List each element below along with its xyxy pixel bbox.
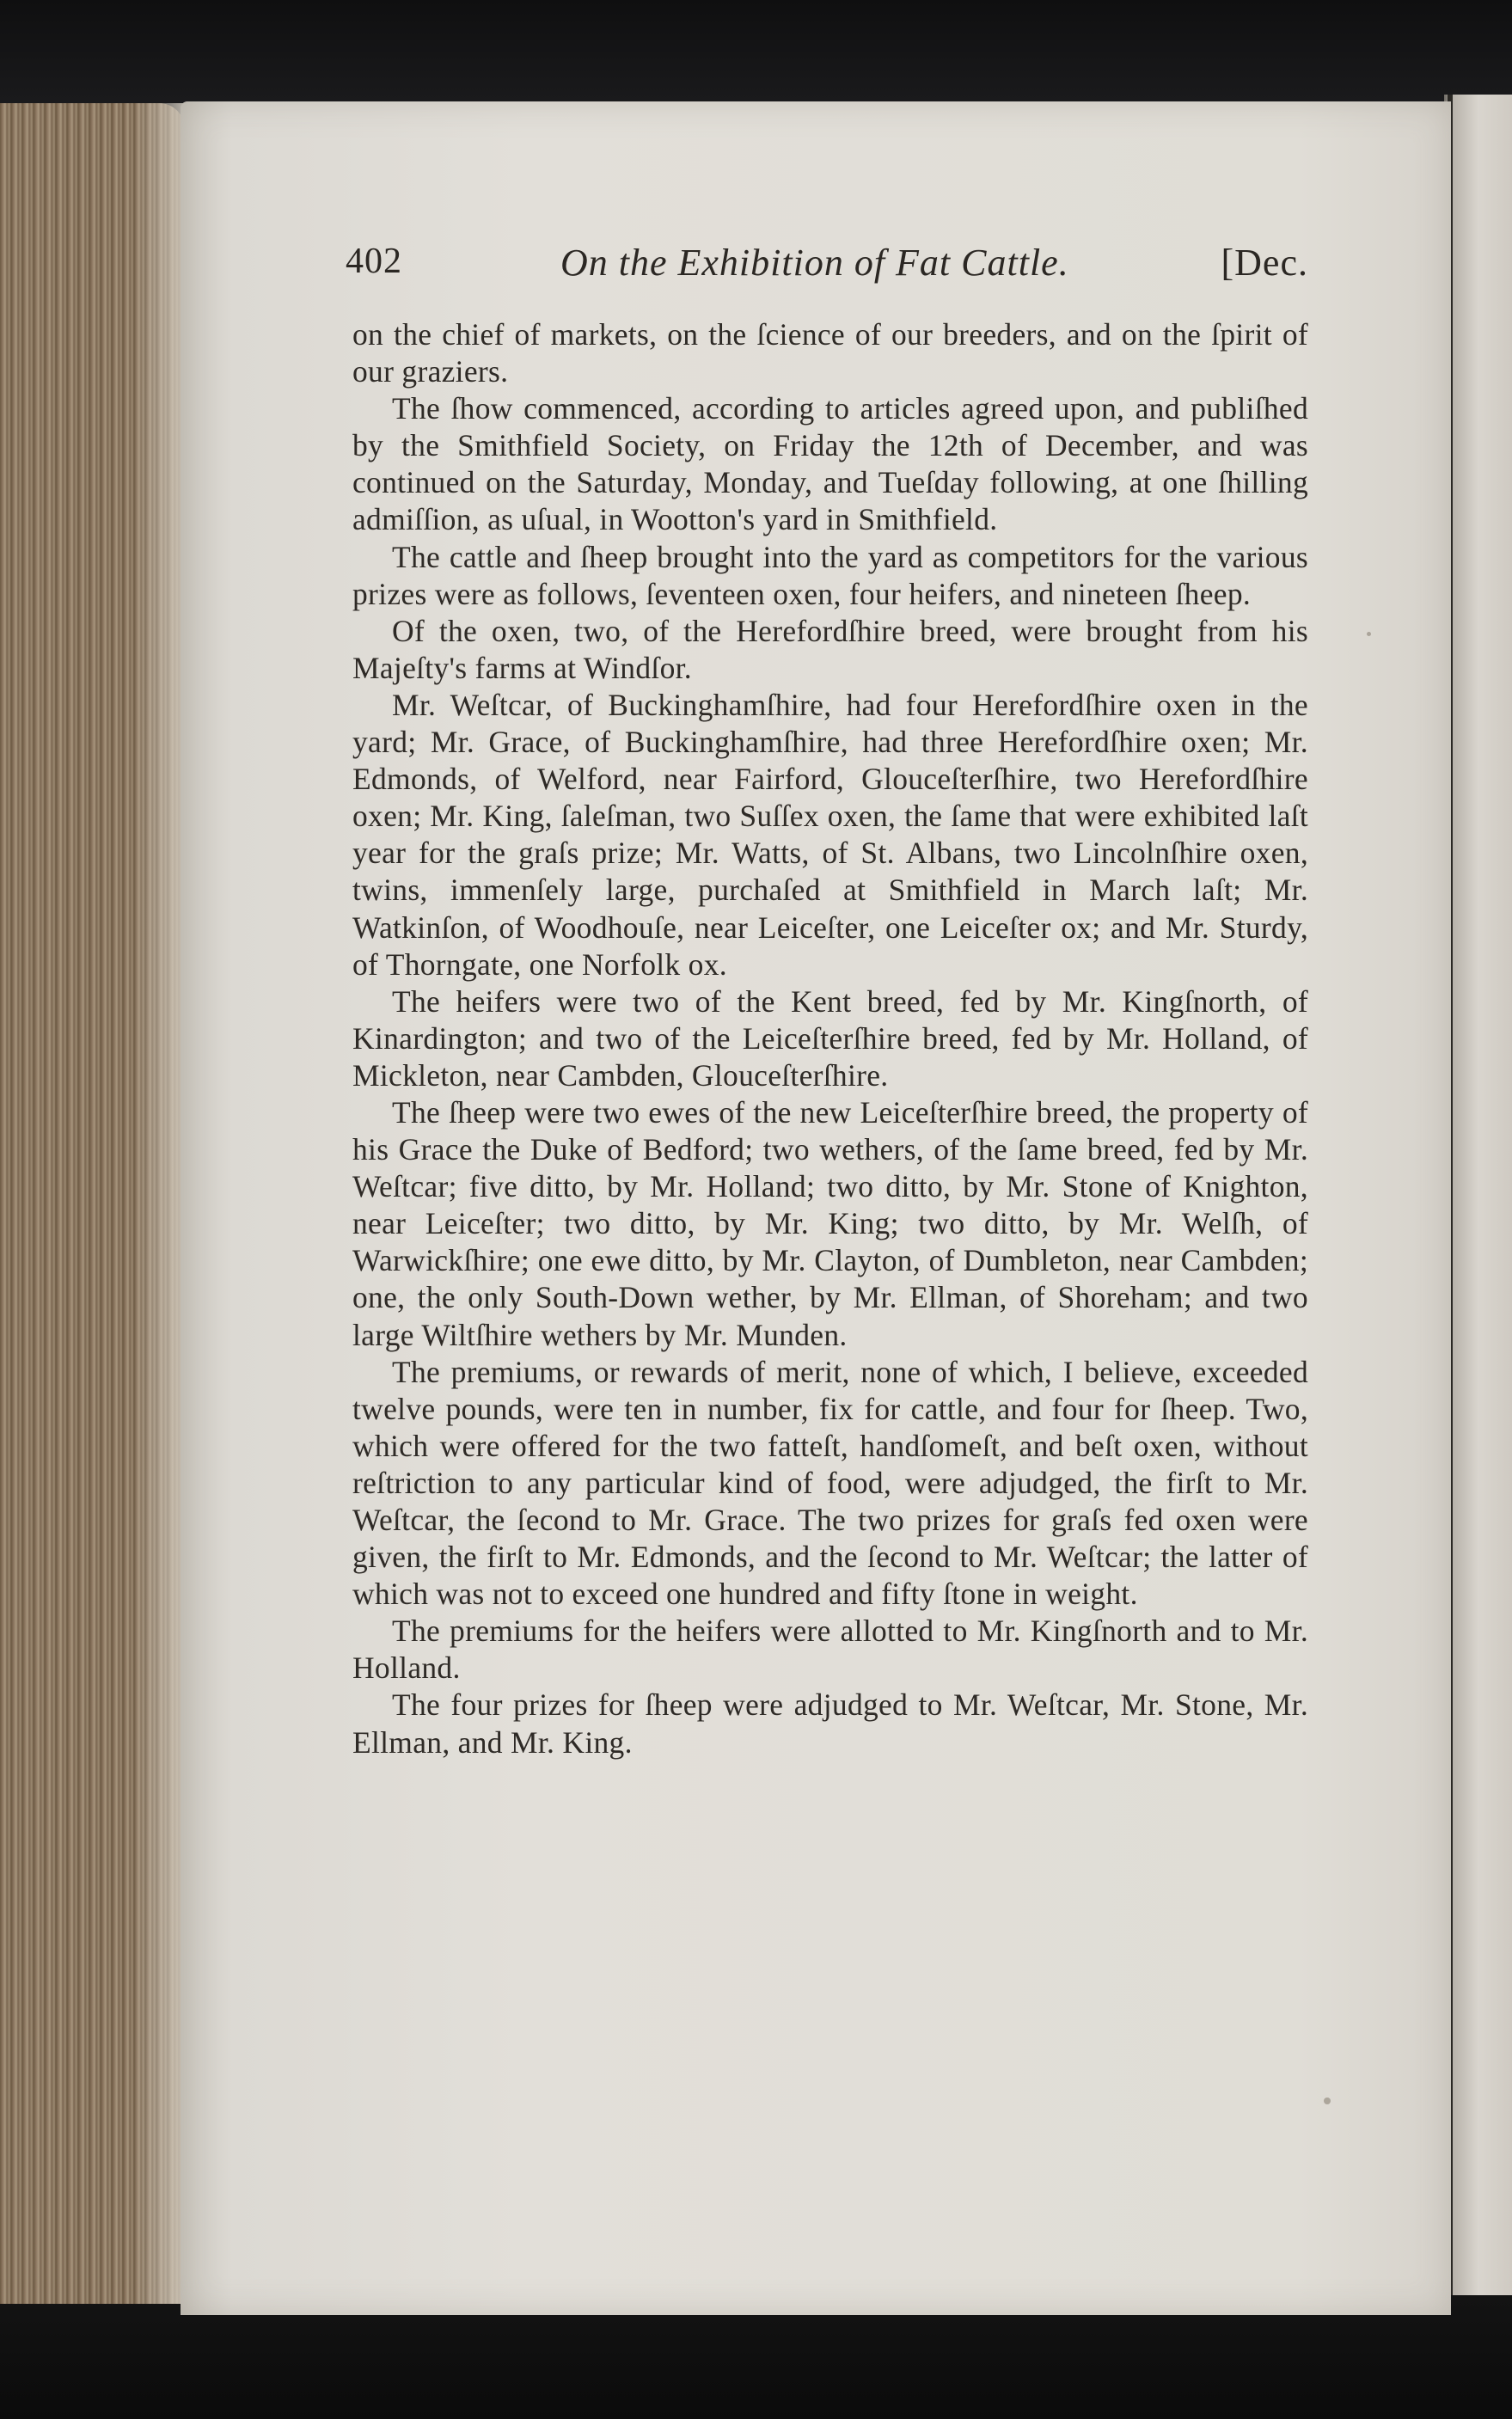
book-page-edges [0,103,185,2304]
page-number: 402 [346,242,402,281]
paragraph-heifer-premiums: The premiums for the heifers were allotted to Mr. Kingſnorth and to Mr. Holland. [352,1614,1308,1686]
paragraph-sheep: The ſheep were two ewes of the new Leiceſterſhire breed, the property of his Grace the Duke of Bedford; two wethers, of the ſame breed, fed by Mr. Weſtcar; five ditto, by Mr. Holland; two ditto, by Mr. Stone of Knighton, near Leiceſter; two ditto, by Mr. King; two ditto, by Mr. Welſh, of Warwickſhire; one ewe ditto, by Mr. Clayton, of Dumbleton, near Cambden; one, the only South-Down wether, by Mr. Ellman, of Shoreham; and two large Wiltſhire wethers by Mr. Munden. [352,1094,1308,1352]
paragraph-show-commenced: The ſhow commenced, according to articles agreed upon, and publiſhed by the Smithfield Society, on Friday the 12th of December, and was continued on the Saturday, Monday, and Tueſday following, at one ſhilling admiſſion, as uſual, in Wootton's yard in Smithfield. [352,391,1308,537]
paragraph-heifers: The heifers were two of the Kent breed, fed by Mr. Kingſnorth, of Kinardington; and two of the Leiceſterſhire breed, fed by Mr. Holland, of Mickleton, near Cambden, Glouceſterſhire. [352,983,1308,1093]
body-text [352,316,1308,1761]
paper-spot [1367,632,1371,636]
paragraph-oxen-owners: Mr. Weſtcar, of Buckinghamſhire, had four Herefordſhire oxen in the yard; Mr. Grace, of Buckinghamſhire, had three Herefordſhire oxen; Mr. Edmonds, of Welford, near Fairford, Glouceſterſhire, two Herefordſhire oxen; Mr. King, ſaleſman, two Suſſex oxen, the ſame that were exhibited laſt year for the graſs prize; Mr. Watts, of St. Albans, two Lincolnſhire oxen, twins, immenſely large, purchaſed at Smithfield in March laſt; Mr. Watkinſon, of Woodhouſe, near Leiceſter, one Leiceſter ox; and Mr. Sturdy, of Thorngate, one Norfolk ox. [352,687,1308,982]
paragraph-competitors: The cattle and ſheep brought into the yard as competitors for the various prizes were as follows, ſeventeen oxen, four heifers, and nineteen ſheep. [352,539,1308,611]
paragraph-windsor-oxen: Of the oxen, two, of the Herefordſhire breed, were brought from his Majeſty's farms at Windſor. [352,613,1308,685]
running-header [346,241,1308,301]
paragraph-continuation: on the chief of markets, on the ſcience of our breeders, and on the ſpirit of our graziers. [352,317,1308,389]
paragraph-sheep-prizes: The four prizes for ſheep were adjudged to Mr. Weſtcar, Mr. Stone, Mr. Ellman, and Mr. King. [352,1687,1308,1760]
paper-spot [1324,2097,1331,2104]
next-page-edge [1444,95,1512,2295]
date-marker: [Dec. [1221,242,1308,284]
running-title: On the Exhibition of Fat Cattle. [560,242,1069,284]
paragraph-premiums: The premiums, or rewards of merit, none of which, I believe, exceeded twelve pounds, were ten in number, fix for cattle, and four for ſheep. Two, which were offered for the two fatteſt, handſomeſt, and beſt oxen, without reſtriction to any particular kind of food, were adjudged, the firſt to Mr. Weſtcar, the ſecond to Mr. Grace. The two prizes for graſs fed oxen were given, the firſt to Mr. Edmonds, and the ſecond to Mr. Weſtcar; the latter of which was not to exceed one hundred and fifty ſtone in weight. [352,1354,1308,1612]
